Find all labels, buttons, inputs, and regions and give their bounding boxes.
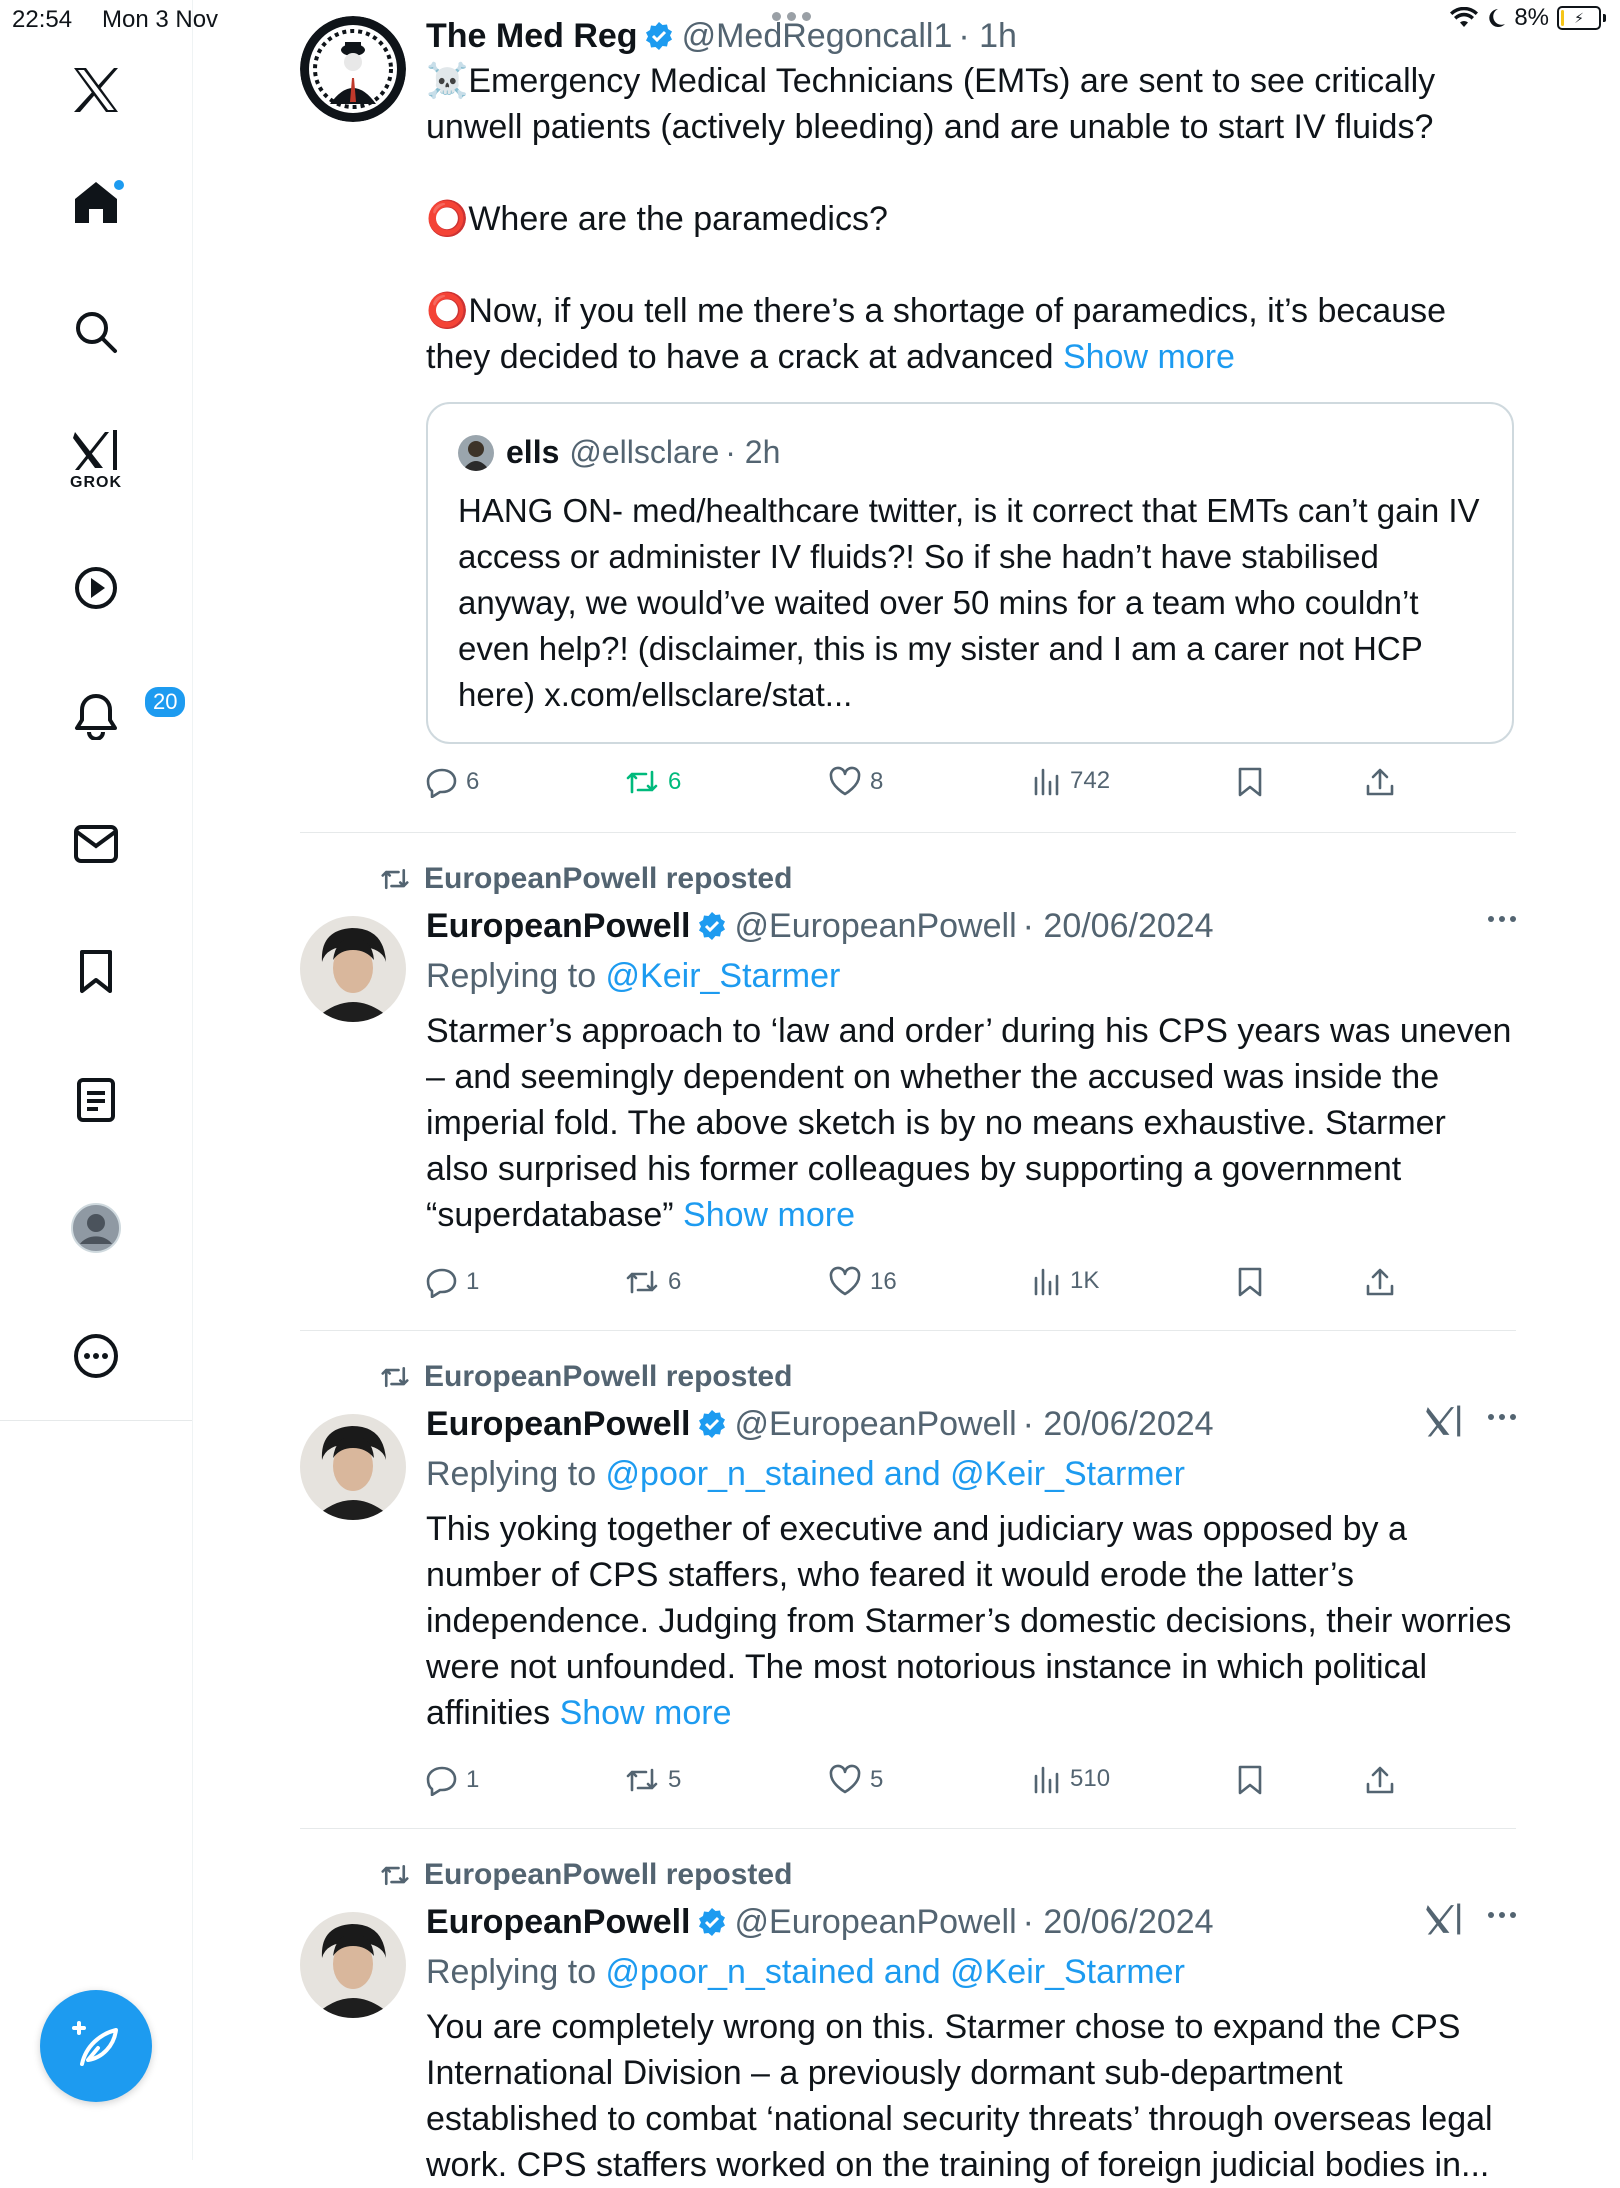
author-name[interactable]: EuropeanPowell <box>426 907 691 945</box>
reply-mention-link[interactable]: @poor_n_stained and @Keir_Starmer <box>605 1455 1185 1493</box>
verified-badge-icon <box>697 1907 727 1937</box>
like-button[interactable] <box>828 766 883 798</box>
quoted-tweet[interactable] <box>426 402 1514 744</box>
reply-mention-link[interactable]: @Keir_Starmer <box>605 957 841 995</box>
reply-button[interactable] <box>426 1764 479 1796</box>
views-chart-icon <box>1032 766 1062 796</box>
like-count: 16 <box>870 1268 897 1295</box>
repost-icon <box>378 865 412 893</box>
battery-percent: 8% <box>1514 4 1549 31</box>
bookmark-button[interactable] <box>1236 1764 1264 1796</box>
views-button[interactable] <box>1032 1266 1099 1296</box>
reply-count: 1 <box>466 1766 480 1793</box>
author-handle[interactable]: @EuropeanPowell <box>734 1405 1017 1443</box>
verified-badge-icon <box>697 911 727 941</box>
grok-explain-icon[interactable] <box>1426 1404 1462 1438</box>
repost-count: 6 <box>668 1268 682 1295</box>
views-chart-icon <box>1032 1764 1062 1794</box>
author-name[interactable]: EuropeanPowell <box>426 1405 691 1443</box>
view-count: 510 <box>1070 1765 1111 1792</box>
post-time[interactable]: · 1h <box>958 17 1017 55</box>
like-button[interactable] <box>828 1266 897 1298</box>
share-upload-icon <box>1364 1764 1396 1796</box>
author-handle[interactable]: @EuropeanPowell <box>734 1903 1017 1941</box>
replying-prefix: Replying to <box>426 1953 606 1991</box>
replying-to <box>426 1952 1516 1992</box>
post-time[interactable]: · 20/06/2024 <box>1022 1405 1214 1443</box>
reply-count: 1 <box>466 1268 480 1295</box>
share-upload-icon <box>1364 766 1396 798</box>
author-handle[interactable]: @EuropeanPowell <box>734 907 1017 945</box>
replying-prefix: Replying to <box>426 1455 606 1493</box>
messages-envelope-icon[interactable] <box>46 804 146 884</box>
quote-author-name[interactable]: ells <box>506 434 560 470</box>
bookmark-button[interactable] <box>1236 766 1264 798</box>
view-count: 742 <box>1070 767 1111 794</box>
views-chart-icon <box>1032 1266 1062 1296</box>
tweet-body: This yoking together of executive and judiciary was opposed by a number of CPS staffers, who feared it would erode the latter’s independence. Judging from Starmer’s domestic decisions, their worries were not unfounded. The most notorious instance in which political affinities <box>426 1510 1512 1732</box>
quote-text: HANG ON- med/healthcare twitter, is it correct that EMTs can’t gain IV access or administer IV fluids?! So if she hadn’t have stabilised anyway, we would’ve waited over 50 mins for a team who couldn’t even help?! (disclaimer, this is my sister and I am a carer not HCP here) x.com/ellsclare/stat... <box>458 492 1480 713</box>
show-more-link[interactable]: Show more <box>683 1196 856 1234</box>
show-more-link[interactable]: Show more <box>559 1694 732 1732</box>
author-name[interactable]: EuropeanPowell <box>426 1903 691 1941</box>
divider <box>300 1330 1516 1331</box>
heart-icon <box>828 1764 862 1796</box>
tweet-text[interactable]: You are completely wrong on this. Starmer chose to expand the CPS International Division – a previously dormant sub-department established to combat ‘national security threats’ through overseas legal work. CPS staffers worked on the training of foreign judicial bodies in... <box>426 2008 1493 2184</box>
reply-count: 6 <box>466 768 480 795</box>
tweet-text[interactable] <box>426 1008 1516 1238</box>
more-menu-icon[interactable] <box>1488 1414 1516 1420</box>
more-options-icon[interactable] <box>46 1316 146 1396</box>
repost-button[interactable] <box>624 1266 681 1298</box>
home-unread-dot <box>114 180 124 190</box>
x-logo-icon[interactable] <box>46 50 146 130</box>
repost-indicator[interactable] <box>378 862 792 896</box>
repost-icon <box>624 766 660 798</box>
replying-to <box>426 956 1516 996</box>
tweet-actions <box>426 766 1406 806</box>
tweet-actions <box>426 1266 1406 1306</box>
author-name[interactable]: The Med Reg <box>426 17 638 55</box>
repost-indicator[interactable] <box>378 1858 792 1892</box>
post-time[interactable]: · 20/06/2024 <box>1022 907 1214 945</box>
reply-icon <box>426 1266 458 1298</box>
like-count: 8 <box>870 768 884 795</box>
profile-avatar-icon[interactable] <box>46 1188 146 1268</box>
divider <box>300 832 1516 833</box>
more-menu-icon[interactable] <box>1488 916 1516 922</box>
repost-indicator[interactable] <box>378 1360 792 1394</box>
search-icon[interactable] <box>46 292 146 372</box>
sidebar <box>0 0 193 2160</box>
bookmarks-icon[interactable] <box>46 932 146 1012</box>
status-time: 22:54 <box>12 6 73 33</box>
avatar[interactable] <box>300 1414 406 1520</box>
views-button[interactable] <box>1032 1764 1110 1794</box>
tweet-paragraph: ⭕Now, if you tell me there’s a shortage of paramedics, it’s because they decided to have a crack at advanced <box>426 292 1447 376</box>
notifications-bell-icon[interactable] <box>46 676 178 756</box>
like-button[interactable] <box>828 1764 883 1796</box>
share-upload-icon <box>1364 1266 1396 1298</box>
bookmark-button[interactable] <box>1236 1266 1264 1298</box>
post-time[interactable]: · 20/06/2024 <box>1022 1903 1214 1941</box>
tweet-paragraph: ☠️Emergency Medical Technicians (EMTs) are sent to see critically unwell patients (actively bleeding) and are unable to start IV fluids? <box>426 62 1436 146</box>
avatar[interactable] <box>300 1912 406 2018</box>
compose-post-button[interactable] <box>40 1990 152 2102</box>
repost-label: EuropeanPowell reposted <box>424 1360 793 1393</box>
tweet-actions <box>426 1764 1406 1804</box>
repost-count: 5 <box>668 1766 682 1793</box>
avatar[interactable] <box>300 916 406 1022</box>
bookmark-icon <box>1236 1266 1264 1298</box>
repost-icon <box>378 1861 412 1889</box>
view-count: 1K <box>1070 1267 1100 1294</box>
like-count: 5 <box>870 1766 884 1793</box>
compose-feather-icon <box>68 2018 124 2074</box>
status-date: Mon 3 Nov <box>102 6 219 33</box>
replying-to <box>426 1454 1516 1494</box>
quote-author-handle[interactable]: @ellsclare <box>569 434 720 470</box>
heart-icon <box>828 1266 862 1298</box>
tweet-paragraph: ⭕Where are the paramedics? <box>426 200 888 238</box>
bookmark-icon <box>1236 1764 1264 1796</box>
show-more-link[interactable]: Show more <box>1062 338 1235 376</box>
grok-label: GROK <box>70 474 122 491</box>
tweet-text[interactable] <box>426 1506 1516 1736</box>
author-handle[interactable]: @MedRegoncall1 <box>681 17 953 55</box>
reply-button[interactable] <box>426 766 479 798</box>
repost-button[interactable] <box>624 766 681 798</box>
share-button[interactable] <box>1364 766 1396 798</box>
share-button[interactable] <box>1364 1266 1396 1298</box>
repost-label: EuropeanPowell reposted <box>424 1858 793 1891</box>
repost-button[interactable] <box>624 1764 681 1796</box>
bookmark-icon <box>1236 766 1264 798</box>
more-menu-icon[interactable] <box>1488 1912 1516 1918</box>
reply-button[interactable] <box>426 1266 479 1298</box>
tweet-text[interactable] <box>426 58 1516 380</box>
repost-icon <box>378 1363 412 1391</box>
grok-icon <box>73 428 119 472</box>
reply-icon <box>426 1764 458 1796</box>
tweet-body: Starmer’s approach to ‘law and order’ during his CPS years was uneven – and seemingly dependent on whether the accused was inside the imperial fold. The above sketch is by no means exhaustive. Starmer also surprised his former colleagues by supporting a government “superdatabase” <box>426 1012 1512 1234</box>
divider <box>300 1828 1516 1829</box>
share-button[interactable] <box>1364 1764 1396 1796</box>
avatar[interactable] <box>300 16 406 122</box>
heart-icon <box>828 766 862 798</box>
reply-icon <box>426 766 458 798</box>
repost-count: 6 <box>668 768 682 795</box>
grok-explain-icon[interactable] <box>1426 1902 1462 1936</box>
repost-icon <box>624 1764 660 1796</box>
quote-post-time[interactable]: · 2h <box>725 434 781 470</box>
home-icon[interactable] <box>46 162 146 242</box>
quote-avatar[interactable] <box>458 435 494 471</box>
views-button[interactable] <box>1032 766 1110 796</box>
repost-label: EuropeanPowell reposted <box>424 862 793 895</box>
battery-icon: ⚡ <box>1557 6 1601 30</box>
grok-nav[interactable] <box>46 420 146 500</box>
notifications-badge: 20 <box>142 684 188 720</box>
lists-icon[interactable] <box>46 1060 146 1140</box>
repost-icon <box>624 1266 660 1298</box>
replying-prefix: Replying to <box>426 957 606 995</box>
reply-mention-link[interactable]: @poor_n_stained and @Keir_Starmer <box>605 1953 1185 1991</box>
verified-badge-icon <box>644 21 674 51</box>
verified-badge-icon <box>697 1409 727 1439</box>
video-play-icon[interactable] <box>46 548 146 628</box>
